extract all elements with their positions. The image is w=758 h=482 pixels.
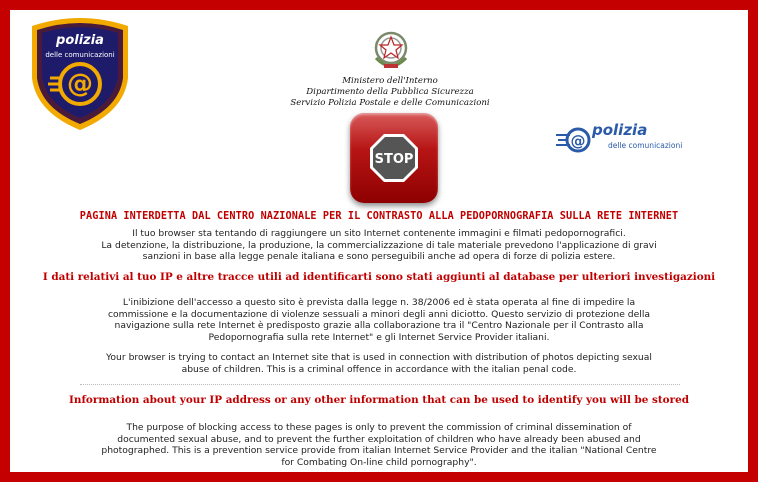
svg-text:polizia: polizia [592,121,648,139]
stop-sign-icon [369,133,419,183]
intro-line: sanzioni in base alla legge penale italiana e sono perseguibili anche ad opera di forze di polizia estere. [142,251,616,263]
law-paragraph [10,297,748,343]
intro-paragraph [10,228,748,263]
stop-button [350,113,438,203]
law-line: commissione e la documentazione di violenze sessuali a minori degli anni diciotto. Questo servizio di protezione della [107,308,651,320]
ministry-line: Dipartimento della Pubblica Sicurezza [306,87,474,97]
english-paragraph [10,352,748,375]
svg-text:STOP: STOP [374,152,414,167]
purpose-line: The purpose of blocking access to these pages is only to prevent the commission of criminal dissemination of [126,422,632,433]
svg-text:@: @ [570,132,586,150]
english-line: abuse of children. This is a criminal offence in accordance with the italian penal code. [181,363,577,375]
ministry-line: Servizio Polizia Postale e delle Comunicazioni [290,98,490,108]
purpose-line: documented sexual abuse, and to prevent the further exploitation of children who have already been abused and [117,433,641,445]
svg-text:delle comunicazioni: delle comunicazioni [608,141,683,150]
ip-warning-italian: I dati relativi al tuo IP e altre tracce utili ad identificarti sono stati aggiunti al database per ulteriori investigazioni [42,271,716,283]
purpose-paragraph [10,422,748,468]
svg-text:@: @ [67,69,93,99]
law-line: navigazione sulla rete Internet è predisposto grazie alla collaborazione tra il "Centro Nazionale per il Contrasto alla [114,320,644,332]
law-line: Pedopornografia sulla rete Internet" e gli Internet Service Provider italiani. [208,331,550,343]
svg-text:delle comunicazioni: delle comunicazioni [45,51,115,59]
ministry-line: Ministero dell'Interno [342,76,438,86]
polizia-comunicazioni-logo [556,118,686,158]
separator [80,384,680,385]
republic-emblem-icon [370,28,412,72]
purpose-line: photographed. This is a prevention service provide from italian Internet Service Provider and the italian "National Centre [101,445,657,457]
svg-text:polizia: polizia [56,33,104,48]
polizia-badge-logo [28,16,132,132]
block-headline: PAGINA INTERDETTA DAL CENTRO NAZIONALE PER IL CONTRASTO ALLA PEDOPORNOGRAFIA SULLA RETE INTERNET [79,211,679,222]
intro-line: La detenzione, la distribuzione, la produzione, la commercializzazione di tale materiale prevedono l'applicazione di gravi [101,239,657,251]
english-line: Your browser is trying to contact an Internet site that is used in connection with distribution of photos depicting sexual [106,352,652,363]
purpose-line: for Combating On-line child pornography". [281,456,477,468]
ministry-header [260,76,520,109]
law-line: L'inibizione dell'accesso a questo sito è prevista dalla legge n. 38/2006 ed è stata operata al fine di impedire la [122,297,636,308]
intro-line: Il tuo browser sta tentando di raggiungere un sito Internet contenente immagini e filmati pedopornografici. [132,228,626,239]
ip-warning-english: Information about your IP address or any other information that can be used to identify you will be stored [69,394,689,406]
blocked-page [10,10,748,472]
